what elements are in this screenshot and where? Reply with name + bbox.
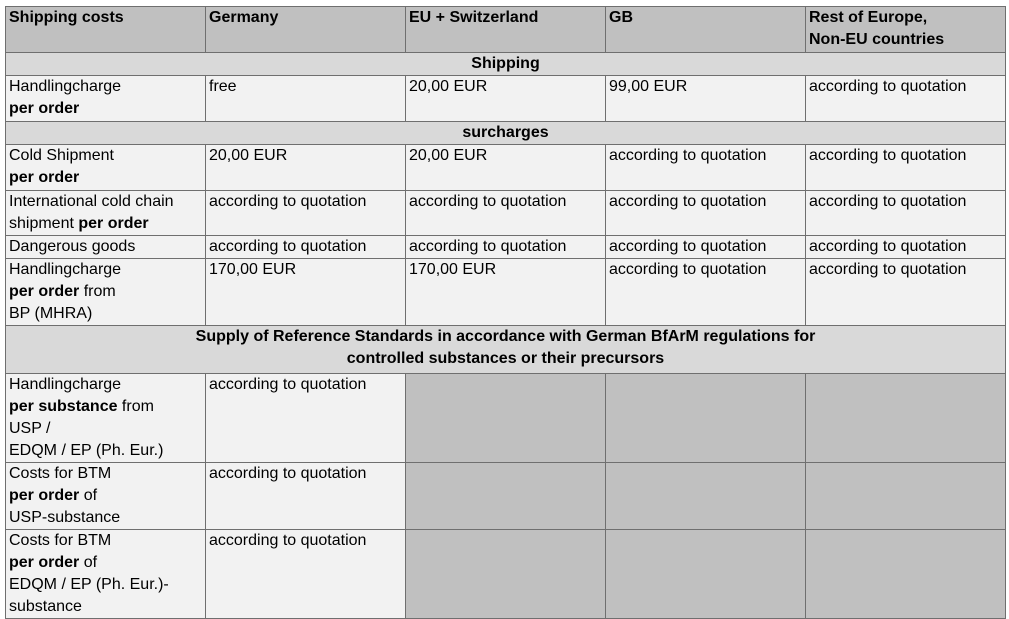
header-shipping-costs: Shipping costs	[6, 7, 206, 53]
row-label	[6, 374, 206, 463]
table-row	[6, 76, 1006, 122]
section-btm-line1: Supply of Reference Standards in accordance with German BfArM regulations for	[195, 328, 816, 345]
row-label-bold: per order	[9, 487, 80, 504]
cell-rest-empty	[806, 530, 1006, 619]
row-label-line	[9, 213, 202, 235]
table-row	[6, 191, 1006, 236]
row-label-bold: per order	[9, 283, 80, 300]
row-label-text: shipment	[9, 215, 79, 232]
row-label	[6, 145, 206, 191]
header-gb: GB	[606, 7, 806, 53]
section-surcharges: surcharges	[6, 122, 1006, 145]
cell-gb-empty	[606, 530, 806, 619]
cell-eu: 170,00 EUR	[406, 259, 606, 326]
row-label	[6, 76, 206, 122]
row-label: Dangerous goods	[6, 236, 206, 259]
header-eu-switzerland: EU + Switzerland	[406, 7, 606, 53]
row-label-line: USP /	[9, 420, 51, 437]
cell-rest: according to quotation	[806, 236, 1006, 259]
row-label-line: Costs for BTM	[9, 532, 112, 549]
row-label-line: substance	[9, 598, 82, 615]
row-label-line	[9, 167, 202, 189]
section-row	[6, 326, 1006, 374]
cell-germany: according to quotation	[206, 463, 406, 530]
row-label-line	[9, 396, 202, 418]
table-row	[6, 259, 1006, 326]
table-row	[6, 145, 1006, 191]
cell-gb-empty	[606, 463, 806, 530]
cell-rest-empty	[806, 463, 1006, 530]
header-germany: Germany	[206, 7, 406, 53]
row-label-line: Cold Shipment	[9, 147, 114, 164]
section-btm-line2: controlled substances or their precursors	[346, 350, 665, 367]
cell-gb-empty	[606, 374, 806, 463]
cell-germany: free	[206, 76, 406, 122]
cell-gb: according to quotation	[606, 259, 806, 326]
shipping-costs-table	[5, 6, 1006, 619]
row-label-text: from	[117, 398, 154, 415]
row-label-line	[9, 485, 202, 507]
row-label-text: of	[79, 487, 98, 504]
row-label-line: EDQM / EP (Ph. Eur.)	[9, 442, 164, 459]
row-label	[6, 463, 206, 530]
row-label-bold: per order	[9, 169, 80, 186]
row-label-line	[9, 281, 202, 303]
row-label	[6, 191, 206, 236]
table-row	[6, 236, 1006, 259]
cell-rest: according to quotation	[806, 76, 1006, 122]
cell-eu: according to quotation	[406, 236, 606, 259]
cell-eu-empty	[406, 530, 606, 619]
cell-eu-empty	[406, 463, 606, 530]
row-label-line: Handlingcharge	[9, 78, 122, 95]
row-label-line	[9, 552, 202, 574]
cell-rest-empty	[806, 374, 1006, 463]
cell-gb: according to quotation	[606, 145, 806, 191]
header-rest-line1: Rest of Europe,	[809, 9, 928, 26]
header-rest-line2: Non-EU countries	[809, 31, 945, 48]
cell-germany: according to quotation	[206, 191, 406, 236]
cell-gb: 99,00 EUR	[606, 76, 806, 122]
row-label-text: from	[79, 283, 116, 300]
table-row	[6, 463, 1006, 530]
row-label-bold: per order	[9, 100, 80, 117]
row-label-line: Handlingcharge	[9, 261, 122, 278]
table-row	[6, 374, 1006, 463]
header-rest-of-europe	[806, 7, 1006, 53]
section-row	[6, 53, 1006, 76]
row-label-text: of	[79, 554, 98, 571]
table-row	[6, 530, 1006, 619]
row-label-line	[9, 98, 202, 120]
cell-germany: according to quotation	[206, 236, 406, 259]
row-label-line: Costs for BTM	[9, 465, 112, 482]
cell-germany: 20,00 EUR	[206, 145, 406, 191]
cell-gb: according to quotation	[606, 236, 806, 259]
cell-eu: 20,00 EUR	[406, 145, 606, 191]
row-label-bold: per order	[78, 215, 149, 232]
cell-eu-empty	[406, 374, 606, 463]
row-label-line: Handlingcharge	[9, 376, 122, 393]
row-label-bold: per order	[9, 554, 80, 571]
cell-rest: according to quotation	[806, 259, 1006, 326]
section-btm	[6, 326, 1006, 374]
cell-gb: according to quotation	[606, 191, 806, 236]
row-label-line: USP-substance	[9, 509, 121, 526]
cell-eu: according to quotation	[406, 191, 606, 236]
section-shipping: Shipping	[6, 53, 1006, 76]
row-label	[6, 530, 206, 619]
cell-rest: according to quotation	[806, 191, 1006, 236]
row-label-line: BP (MHRA)	[9, 305, 93, 322]
row-label-bold: per substance	[9, 398, 118, 415]
section-row	[6, 122, 1006, 145]
row-label	[6, 259, 206, 326]
cell-germany: according to quotation	[206, 374, 406, 463]
cell-rest: according to quotation	[806, 145, 1006, 191]
row-label-line: International cold chain	[9, 193, 174, 210]
header-row	[6, 7, 1006, 53]
row-label-line: EDQM / EP (Ph. Eur.)-	[9, 576, 169, 593]
cell-germany: according to quotation	[206, 530, 406, 619]
cell-germany: 170,00 EUR	[206, 259, 406, 326]
cell-eu: 20,00 EUR	[406, 76, 606, 122]
